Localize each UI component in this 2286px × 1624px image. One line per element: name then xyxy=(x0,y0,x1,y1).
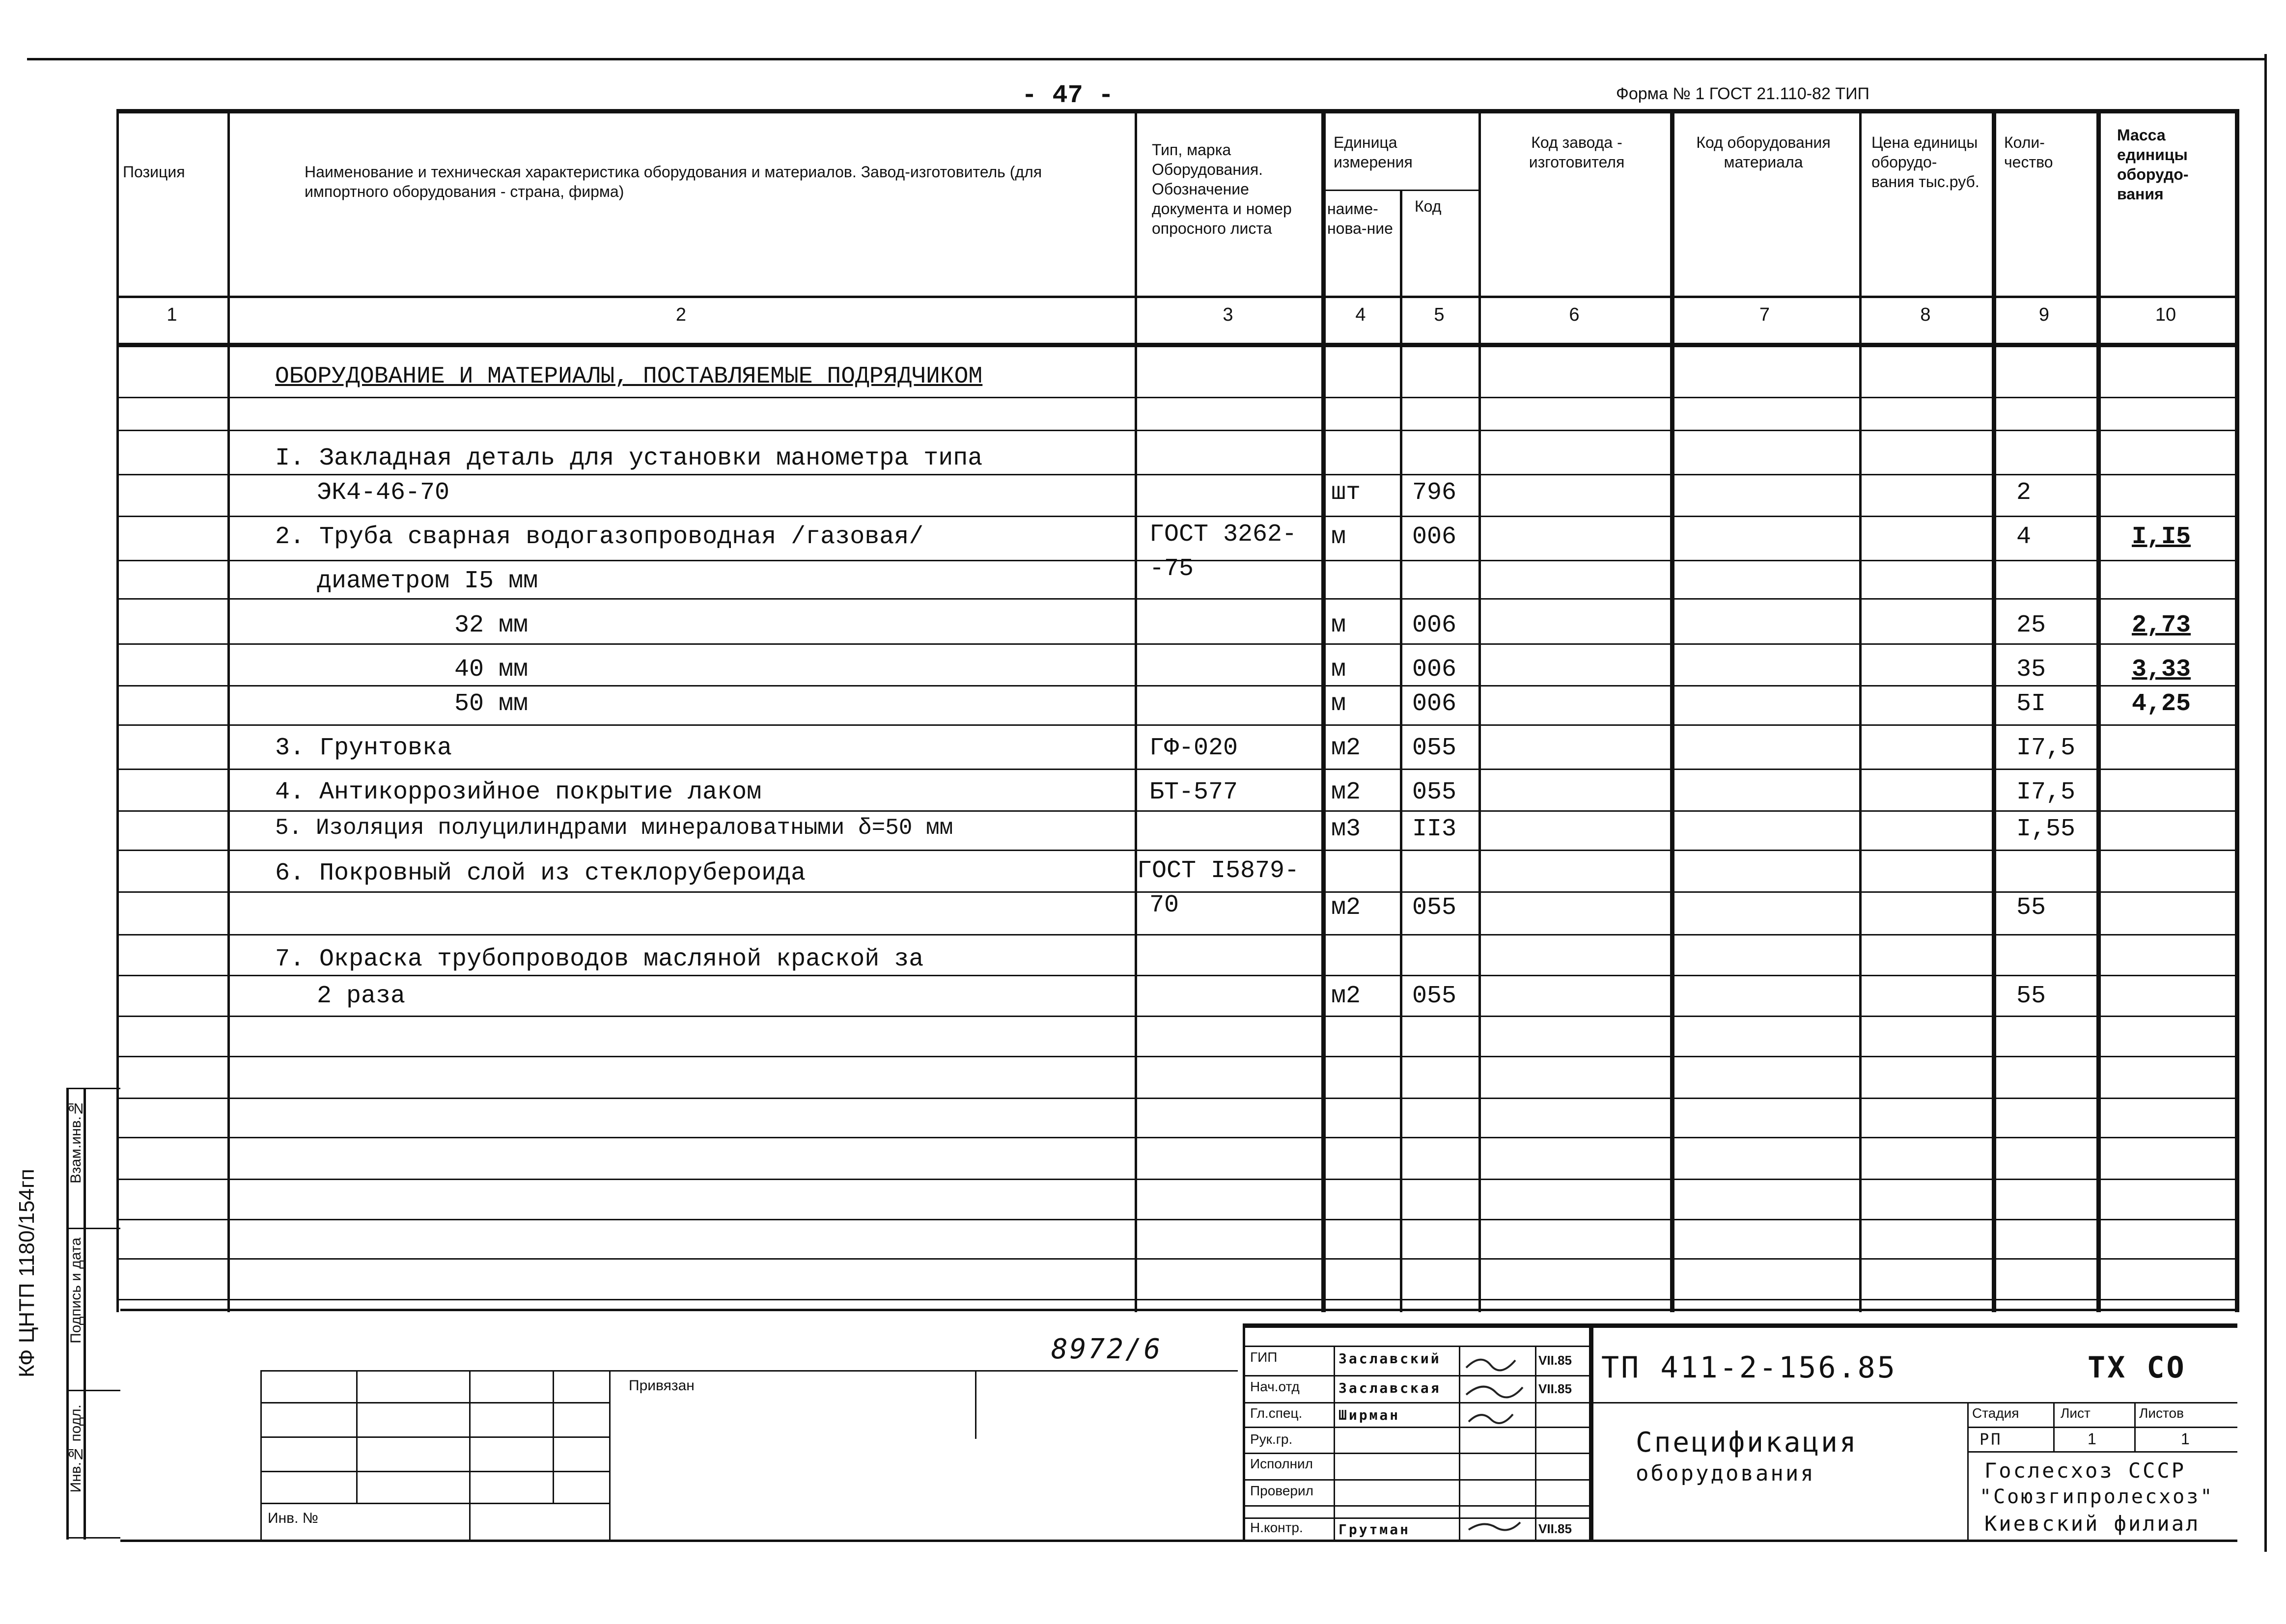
header-factory-code: Код завода - изготовителя xyxy=(1529,134,1625,171)
title-block-row xyxy=(1243,1517,1589,1519)
row-line xyxy=(116,474,2238,475)
sheets-value: 1 xyxy=(2181,1430,2190,1448)
row-line xyxy=(116,1299,2238,1300)
row-mass: 2,73 xyxy=(2132,611,2191,639)
title-block-col xyxy=(1967,1402,1969,1540)
title-block-row xyxy=(1243,1427,1589,1428)
name-nach-otd: Заславская xyxy=(1338,1380,1441,1396)
row-code: 006 xyxy=(1412,611,1457,639)
row-code: 006 xyxy=(1412,523,1457,551)
colnum-3: 3 xyxy=(1223,304,1233,325)
archive-number: 8972/6 xyxy=(1051,1333,1163,1365)
row-line xyxy=(116,598,2238,600)
colnum-4: 4 xyxy=(1355,304,1366,325)
row-line xyxy=(116,1137,2238,1138)
row-type: 70 xyxy=(1149,891,1179,919)
colnum-2: 2 xyxy=(675,304,687,325)
col-border-10 xyxy=(2235,109,2239,1312)
colnum-10: 10 xyxy=(2155,304,2176,325)
doc-title-1: Спецификация xyxy=(1636,1427,1858,1459)
sheet-label: Лист xyxy=(2061,1405,2091,1421)
row-code: 055 xyxy=(1412,734,1457,762)
row-line xyxy=(116,685,2238,687)
privyazan-col xyxy=(356,1370,358,1503)
row-name: ЭК4-46-70 xyxy=(317,479,450,507)
row-code: 055 xyxy=(1412,982,1457,1010)
side-label-replace: Взам.инв.№ xyxy=(68,1100,84,1184)
org-line-2: "Союзгипролесхоз" xyxy=(1979,1486,2214,1508)
row-unit: м2 xyxy=(1331,982,1361,1010)
row-code: 055 xyxy=(1412,894,1457,922)
row-line xyxy=(116,1179,2238,1180)
role-n-kontr: Н.контр. xyxy=(1250,1520,1303,1535)
sheets-label: Листов xyxy=(2139,1405,2184,1421)
header-unit-name: наиме-нова-ние xyxy=(1327,200,1393,237)
row-type: ГОСТ 3262- xyxy=(1149,521,1297,549)
table-top-border xyxy=(116,109,2238,113)
row-unit: м xyxy=(1331,611,1346,639)
col-border-0 xyxy=(116,109,119,1312)
form-label: Форма № 1 ГОСТ 21.110-82 ТИП xyxy=(1616,84,1869,103)
row-unit: м2 xyxy=(1331,778,1361,806)
row-line xyxy=(116,724,2238,726)
stamp-top-border xyxy=(1243,1323,2237,1328)
name-gip: Заславский xyxy=(1338,1350,1441,1367)
header-price: Цена единицы оборудо-вания тыс.руб. xyxy=(1871,134,1979,191)
top-frame-line xyxy=(27,58,2267,60)
colnum-8: 8 xyxy=(1920,304,1931,325)
privyazan-line xyxy=(260,1402,609,1404)
row-unit: м xyxy=(1331,656,1346,684)
privyazan-col xyxy=(553,1370,554,1503)
side-label-sign: Подпись и дата xyxy=(68,1238,84,1344)
row-code: 006 xyxy=(1412,690,1457,718)
row-qty: 5I xyxy=(2016,690,2046,718)
side-label-inv: Инв.№ подл. xyxy=(68,1404,84,1493)
col-border-2 xyxy=(1135,109,1137,1312)
row-line xyxy=(116,769,2238,770)
colnum-5: 5 xyxy=(1434,304,1445,325)
role-ispolnil: Исполнил xyxy=(1250,1456,1313,1471)
stage-label: Стадия xyxy=(1972,1405,2019,1421)
row-type: ГОСТ I5879- xyxy=(1137,857,1300,885)
doc-mark: ТХ СО xyxy=(2088,1350,2186,1385)
date-nach-otd: VII.85 xyxy=(1538,1381,1572,1396)
row-line xyxy=(116,975,2238,976)
side-stamp-line xyxy=(66,1088,120,1089)
row-mass: 4,25 xyxy=(2132,690,2191,718)
row-mass: I,I5 xyxy=(2132,523,2191,551)
header-type: Тип, марка Оборудования. Обозначение документа и номер опросного листа xyxy=(1152,141,1292,237)
row-name: I. Закладная деталь для установки манометра типа xyxy=(275,444,983,472)
col-border-3 xyxy=(1321,109,1326,1312)
row-name: 6. Покровный слой из стеклорубероида xyxy=(275,859,806,887)
col-border-7 xyxy=(1859,109,1862,1312)
role-proveril: Проверил xyxy=(1250,1483,1313,1498)
row-qty: 25 xyxy=(2016,611,2046,639)
colnum-bottom-line xyxy=(116,343,2238,347)
row-qty: 2 xyxy=(2016,479,2032,507)
project-code: ТП 411-2-156.85 xyxy=(1601,1350,1897,1385)
title-block-border xyxy=(1243,1323,1245,1540)
role-ruk-gr: Рук.гр. xyxy=(1250,1431,1293,1447)
title-block-col xyxy=(1589,1323,1593,1540)
side-stamp-line xyxy=(66,1390,120,1391)
stage-value: РП xyxy=(1979,1430,2003,1449)
row-line xyxy=(116,430,2238,431)
row-unit: м xyxy=(1331,523,1346,551)
row-line xyxy=(116,934,2238,936)
row-unit: м2 xyxy=(1331,894,1361,922)
col-border-5 xyxy=(1478,109,1481,1312)
date-n-kontr: VII.85 xyxy=(1538,1521,1572,1536)
row-name: 4. Антикоррозийное покрытие лаком xyxy=(275,778,762,806)
row-name: 32 мм xyxy=(454,611,529,639)
row-line xyxy=(116,516,2238,517)
row-qty: 4 xyxy=(2016,523,2032,551)
role-gip: ГИП xyxy=(1250,1349,1278,1365)
row-code: II3 xyxy=(1412,815,1457,843)
date-gip: VII.85 xyxy=(1538,1353,1572,1368)
privyazan-line xyxy=(260,1370,1238,1372)
row-unit: м2 xyxy=(1331,734,1361,762)
header-mass: Масса единицы оборудо-вания xyxy=(2117,126,2189,203)
title-block-row xyxy=(1243,1479,1589,1481)
privyazan-col xyxy=(469,1370,471,1540)
row-qty: 55 xyxy=(2016,982,2046,1010)
title-block-row xyxy=(1243,1402,2237,1404)
side-stamp-code: КФ ЦНТП 1180/154гп xyxy=(15,1169,39,1377)
org-line-1: Гослесхоз СССР xyxy=(1984,1459,2186,1483)
row-type: ГФ-020 xyxy=(1149,734,1238,762)
privyazan-label: Привязан xyxy=(629,1377,695,1394)
title-block-row xyxy=(1967,1427,2237,1428)
doc-title-2: оборудования xyxy=(1636,1461,1815,1486)
row-code: 055 xyxy=(1412,778,1457,806)
row-name: 50 мм xyxy=(454,690,529,718)
row-name: диаметром I5 мм xyxy=(317,567,538,595)
header-quantity: Коли-чество xyxy=(2004,134,2053,171)
privyazan-col xyxy=(975,1370,976,1439)
colnum-6: 6 xyxy=(1569,304,1580,325)
side-stamp-line xyxy=(66,1228,120,1229)
signatures-image xyxy=(1461,1348,1533,1535)
header-position: Позиция xyxy=(123,163,185,181)
colnum-1: 1 xyxy=(167,304,177,325)
row-type: БТ-577 xyxy=(1149,778,1238,806)
row-qty: 35 xyxy=(2016,656,2046,684)
name-gl-spec: Ширман xyxy=(1338,1407,1400,1423)
header-unit: Единица измерения xyxy=(1334,134,1413,171)
section-title: ОБОРУДОВАНИЕ И МАТЕРИАЛЫ, ПОСТАВЛЯЕМЫЕ ПОДРЯДЧИКОМ xyxy=(275,363,983,390)
title-block-row xyxy=(1243,1453,1589,1454)
row-name: 5. Изоляция полуцилиндрами минераловатными δ=50 мм xyxy=(275,815,953,841)
col-border-1 xyxy=(227,109,230,1312)
header-unit-code: Код xyxy=(1415,197,1442,215)
col-border-8 xyxy=(1992,109,1996,1312)
row-name: 40 мм xyxy=(454,656,529,684)
right-frame-line xyxy=(2264,54,2267,1552)
privyazan-line xyxy=(260,1436,609,1438)
role-nach-otd: Нач.отд xyxy=(1250,1379,1300,1394)
row-qty: I7,5 xyxy=(2016,734,2076,762)
row-mass: 3,33 xyxy=(2132,656,2191,684)
row-name: 3. Грунтовка xyxy=(275,734,452,762)
row-line xyxy=(116,397,2238,398)
header-equipment-code: Код оборудования материала xyxy=(1696,134,1831,171)
row-line xyxy=(116,1098,2238,1099)
privyazan-col xyxy=(609,1370,611,1540)
side-stamp-line xyxy=(66,1537,120,1539)
row-name: 2 раза xyxy=(317,982,406,1010)
col-border-9 xyxy=(2096,109,2101,1312)
name-n-kontr: Грутман xyxy=(1338,1521,1411,1538)
col-border-6 xyxy=(1670,109,1674,1312)
inv-no-label: Инв. № xyxy=(268,1510,318,1526)
title-block-row xyxy=(1243,1505,1589,1507)
row-line xyxy=(116,850,2238,851)
row-unit: м3 xyxy=(1331,815,1361,843)
row-type: -75 xyxy=(1149,555,1194,583)
row-unit: шт xyxy=(1331,479,1361,507)
col-border-4 xyxy=(1400,190,1402,1312)
row-qty: 55 xyxy=(2016,894,2046,922)
title-block-row xyxy=(1967,1451,2237,1453)
header-bottom-line xyxy=(116,296,2238,298)
row-code: 796 xyxy=(1412,479,1457,507)
row-line xyxy=(116,810,2238,812)
sheet-value: 1 xyxy=(2088,1430,2096,1448)
title-block-row xyxy=(1243,1346,1589,1347)
page-number: - 47 - xyxy=(1022,81,1114,110)
row-name: 7. Окраска трубопроводов масляной краской за xyxy=(275,945,924,973)
row-line xyxy=(116,1219,2238,1220)
row-line xyxy=(116,643,2238,645)
row-line xyxy=(116,1016,2238,1017)
privyazan-col xyxy=(260,1370,262,1540)
privyazan-line xyxy=(260,1471,609,1472)
table-bottom-border xyxy=(120,1309,2237,1311)
frame-bottom-border xyxy=(120,1540,2237,1542)
row-name: 2. Труба сварная водогазопроводная /газовая/ xyxy=(275,523,924,551)
row-line xyxy=(116,1258,2238,1260)
role-gl-spec: Гл.спец. xyxy=(1250,1405,1303,1421)
colnum-9: 9 xyxy=(2038,304,2050,325)
privyazan-line xyxy=(260,1503,609,1504)
title-block-row xyxy=(1243,1375,1589,1376)
row-line xyxy=(116,1056,2238,1057)
header-name: Наименование и техническая характеристика оборудования и материалов. Завод-изготовитель (для импортного оборудования - страна, фирма) xyxy=(305,163,1042,200)
row-qty: I7,5 xyxy=(2016,778,2076,806)
row-unit: м xyxy=(1331,690,1346,718)
row-qty: I,55 xyxy=(2016,815,2076,843)
org-line-3: Киевский филиал xyxy=(1984,1512,2201,1536)
row-code: 006 xyxy=(1412,656,1457,684)
colnum-7: 7 xyxy=(1759,304,1770,325)
